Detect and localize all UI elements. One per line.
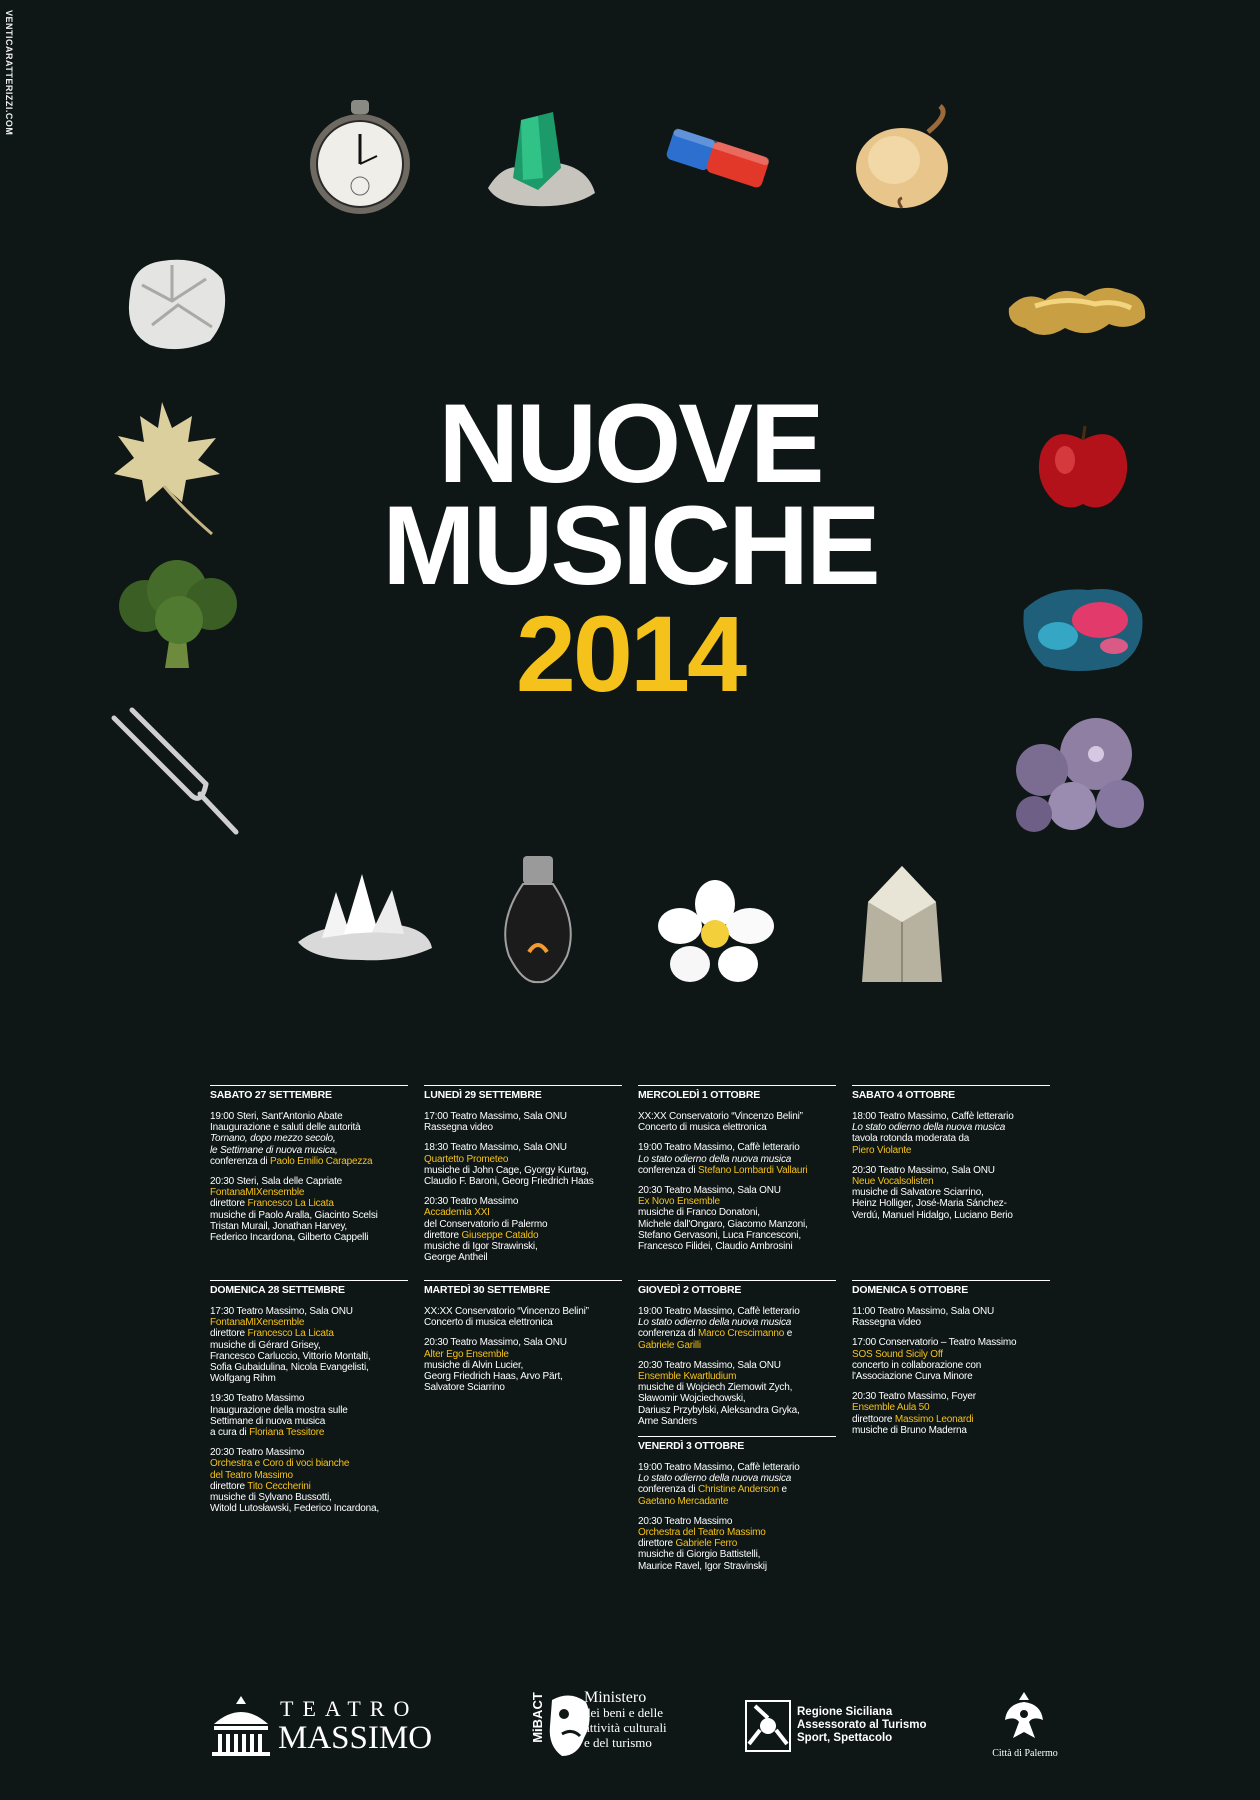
event-time-place: 20:30 Teatro Massimo (424, 1196, 519, 1208)
performer-name: Quartetto Prometeo (424, 1153, 509, 1165)
event-time-place: 20:30 Teatro Massimo (638, 1515, 733, 1527)
event-text: conferenza di (638, 1164, 699, 1176)
event-line: tavola rotonda moderata da (852, 1133, 970, 1145)
performer-name: Gabriele Garilli (638, 1339, 701, 1351)
event-line: Salvatore Sciarrino (424, 1382, 505, 1394)
schedule-column-2 (424, 1085, 622, 1272)
event-line: Lo stato odierno della nuova musica (638, 1317, 792, 1329)
event-line: George Antheil (424, 1252, 488, 1264)
performer-name: Orchestra del Teatro Massimo (638, 1527, 766, 1539)
ministero-line: e del turismo (584, 1735, 652, 1750)
event-line: Georg Friedrich Haas, Arvo Pärt, (424, 1371, 563, 1383)
schedule-column-2b (424, 1280, 622, 1402)
mushrooms-image (1008, 710, 1148, 835)
day-block-gio2 (638, 1280, 836, 1427)
event-line: Francesco Carluccio, Vittorio Montalti, (210, 1350, 371, 1362)
event-time-place: 20:30 Teatro Massimo, Sala ONU (638, 1359, 781, 1371)
event (424, 1196, 622, 1263)
performer-name: Piero Violante (852, 1144, 912, 1156)
event-text: e (784, 1328, 793, 1340)
event-line (210, 1198, 408, 1209)
regione-line: Sport, Spettacolo (797, 1732, 893, 1744)
performer-name: Orchestra e Coro di voci bianche (210, 1458, 350, 1470)
event-time-place: XX:XX Conservatorio “Vincenzo Belini” (638, 1111, 803, 1122)
schedule-column-3b (638, 1280, 836, 1581)
event-text: direttore (210, 1198, 248, 1210)
emerald-image (483, 108, 598, 208)
event-text: direttore (638, 1538, 676, 1550)
event-line: musiche di Gérard Grisey, (210, 1339, 321, 1351)
event-line: musiche di Igor Strawinski, (424, 1241, 538, 1253)
ministero-line: dei beni e delle (584, 1705, 664, 1720)
event (424, 1111, 622, 1133)
event-time-place: 20:30 Teatro Massimo (210, 1447, 305, 1459)
event-time-place: XX:XX Conservatorio “Vincenzo Belini” (424, 1306, 589, 1317)
day-block-mar30 (424, 1280, 622, 1393)
event-line: musiche di Paolo Aralla, Giacinto Scelsi (210, 1209, 378, 1221)
mibact-acronym: MiBACT (529, 1692, 545, 1743)
event-time-place: 17:30 Teatro Massimo, Sala ONU (210, 1306, 353, 1317)
teatro-wordmark: TEATRO (280, 1696, 419, 1721)
performer-name: Stefano Lombardi Vallauri (698, 1164, 808, 1176)
performer-name: Alter Ego Ensemble (424, 1348, 509, 1360)
quartz-crystal-image (852, 862, 952, 992)
pocket-watch-image (305, 98, 415, 218)
event-time-place: 18:30 Teatro Massimo, Sala ONU (424, 1142, 567, 1154)
event (638, 1306, 836, 1351)
event-line: musiche di John Cage, Gyorgy Kurtag, (424, 1164, 589, 1176)
day-title: LUNEDÌ 29 SETTEMBRE (424, 1089, 542, 1101)
event-line: l'Associazione Curva Minore (852, 1371, 973, 1383)
day-block-sab27 (210, 1085, 408, 1243)
event-line: musiche di Alvin Lucier, (424, 1359, 524, 1371)
title-line-musiche: MUSICHE (382, 483, 878, 608)
event-line: Witold Lutosławski, Federico Incardona, (210, 1503, 379, 1515)
performer-name: SOS Sound Sicily Off (852, 1348, 943, 1360)
event-line (210, 1481, 408, 1492)
event-time-place: 11:00 Teatro Massimo, Sala ONU (852, 1306, 995, 1317)
quartz-cluster-image (292, 868, 437, 963)
event-time-place: 19:00 Teatro Massimo, Caffè letterario (638, 1142, 800, 1154)
event-line: Arne Sanders (638, 1415, 697, 1427)
event-text: conferenza di (638, 1328, 699, 1340)
day-title: MARTEDÌ 30 SETTEMBRE (424, 1284, 551, 1296)
regione-text (797, 1706, 927, 1745)
event (638, 1516, 836, 1572)
title-line-year: 2014 (515, 593, 745, 714)
event (638, 1462, 836, 1507)
teatro-massimo-logo (210, 1690, 475, 1760)
event-line (210, 1156, 408, 1167)
eraser-image (660, 120, 775, 195)
event-line: musiche di Salvatore Sciarrino, (852, 1187, 984, 1199)
performer-name: Accademia XXI (424, 1207, 490, 1219)
event-line (852, 1414, 1050, 1425)
day-title: VENERDÌ 3 OTTOBRE (638, 1440, 745, 1453)
event-line: Tornano, dopo mezzo secolo, (210, 1133, 336, 1145)
event-text: a cura di (210, 1427, 250, 1439)
event (424, 1142, 622, 1187)
performer-name: Gabriele Ferro (675, 1538, 738, 1550)
ministero-text (584, 1690, 667, 1750)
performer-name: Francesco La Licata (247, 1198, 334, 1210)
day-block-dom28 (210, 1280, 408, 1514)
event (210, 1111, 408, 1167)
event (638, 1142, 836, 1176)
event-text: direttore (210, 1328, 248, 1340)
event-line: Sofia Gubaidulina, Nicola Evangelisti, (210, 1362, 369, 1374)
event (852, 1337, 1050, 1382)
day-title: MERCOLEDÌ 1 OTTOBRE (638, 1089, 761, 1101)
event-time-place: 20:30 Teatro Massimo, Sala ONU (852, 1164, 995, 1176)
event-text: conferenza di (638, 1484, 699, 1496)
day-title: SABATO 27 SETTEMBRE (210, 1089, 332, 1101)
performer-name: Gaetano Mercadante (638, 1495, 729, 1507)
event (852, 1306, 1050, 1328)
light-bulb-image (493, 852, 583, 987)
event-line: Heinz Holliger, José-Maria Sánchez- (852, 1198, 1007, 1210)
event-line: del Conservatorio di Palermo (424, 1218, 548, 1230)
performer-name: Massimo Leonardi (894, 1413, 974, 1425)
event-line (638, 1328, 836, 1339)
designer-credit: VENTICARATTERIZZI.COM (4, 10, 14, 136)
event-line: Claudio F. Baroni, Georg Friedrich Haas (424, 1176, 594, 1188)
ministero-line: attività culturali (584, 1720, 667, 1735)
event-line: Stefano Gervasoni, Luca Francesconi, (638, 1229, 801, 1241)
event-time-place: 20:30 Steri, Sala delle Capriate (210, 1176, 343, 1188)
event-line: Inaugurazione della mostra sulle (210, 1404, 348, 1416)
event-text: e (778, 1484, 787, 1496)
event (424, 1337, 622, 1393)
event-line: le Settimane di nuova musica, (210, 1144, 338, 1156)
event-text: direttoore (852, 1413, 895, 1425)
event (424, 1306, 622, 1328)
schedule-column-3 (638, 1085, 836, 1261)
event-time-place: 20:30 Teatro Massimo, Sala ONU (424, 1337, 567, 1349)
performer-name: Ex Novo Ensemble (638, 1196, 720, 1208)
performer-name: FontanaMIXensemble (210, 1317, 305, 1329)
day-title: DOMENICA 5 OTTOBRE (852, 1284, 968, 1296)
event-line: Michele dall'Ongaro, Giacomo Manzoni, (638, 1218, 808, 1230)
event-line: Federico Incardona, Gilberto Cappelli (210, 1232, 369, 1244)
day-block-dom5 (852, 1280, 1050, 1436)
crumpled-paper-image (122, 255, 232, 355)
ministero-line: Ministero (584, 1689, 647, 1706)
event-time-place: 18:00 Teatro Massimo, Caffè letterario (852, 1111, 1014, 1122)
event-line: musiche di Bruno Maderna (852, 1424, 967, 1436)
regione-line: Regione Siciliana (797, 1706, 893, 1718)
event-time-place: 17:00 Conservatorio – Teatro Massimo (852, 1337, 1017, 1349)
event-line (210, 1427, 408, 1438)
performer-name: Ensemble Aula 50 (852, 1402, 930, 1414)
onion-image (850, 102, 962, 212)
event (852, 1391, 1050, 1436)
performer-name: Ensemble Kwartludium (638, 1371, 737, 1383)
event-line: concerto in collaborazione con (852, 1359, 982, 1371)
schedule-column-1 (210, 1085, 408, 1252)
day-block-sab4 (852, 1085, 1050, 1221)
event (852, 1111, 1050, 1156)
event-line: Lo stato odierno della nuova musica (638, 1473, 792, 1485)
event-line: Rassegna video (424, 1122, 493, 1134)
performer-name: del Teatro Massimo (210, 1469, 293, 1481)
trinacria-icon (745, 1700, 791, 1752)
event-line: Sławomir Wojciechowski, (638, 1393, 746, 1405)
event-line: musiche di Sylvano Bussotti, (210, 1492, 332, 1504)
event (210, 1447, 408, 1514)
performer-name: Neue Vocalsolisten (852, 1176, 934, 1188)
event-line: Francesco Filidei, Claudio Ambrosini (638, 1241, 793, 1253)
event-text: direttore (424, 1229, 462, 1241)
event-line: Concerto di musica elettronica (424, 1317, 553, 1329)
event-line: Lo stato odierno della nuova musica (638, 1153, 792, 1165)
event (210, 1393, 408, 1438)
tuning-fork-image (108, 710, 243, 840)
event-line: Maurice Ravel, Igor Stravinskij (638, 1560, 767, 1572)
event-line: Inaugurazione e saluti delle autorità (210, 1122, 361, 1134)
event-time-place: 20:30 Teatro Massimo, Sala ONU (638, 1185, 781, 1197)
regione-siciliana-logo (745, 1700, 945, 1760)
event (638, 1185, 836, 1252)
day-block-mer1 (638, 1085, 836, 1252)
mibact-logo (520, 1680, 710, 1770)
day-title: GIOVEDÌ 2 OTTOBRE (638, 1284, 742, 1296)
event-time-place: 20:30 Teatro Massimo, Foyer (852, 1391, 976, 1403)
event-time-place: 19:00 Teatro Massimo, Caffè letterario (638, 1306, 800, 1317)
event (638, 1360, 836, 1427)
event-line: Wolfgang Rihm (210, 1373, 276, 1385)
event-time-place: 19:00 Teatro Massimo, Caffè letterario (638, 1462, 800, 1474)
event-text: direttore (210, 1480, 248, 1492)
event-line: musiche di Giorgio Battistelli, (638, 1549, 761, 1561)
day-title: DOMENICA 28 SETTEMBRE (210, 1284, 345, 1296)
event-line: musiche di Wojciech Ziemowit Zych, (638, 1382, 793, 1394)
citta-di-palermo-logo (985, 1690, 1065, 1770)
event-line: musiche di Franco Donatoni, (638, 1207, 760, 1219)
teatro-massimo-building-icon (210, 1694, 272, 1758)
performer-name: Tito Ceccherini (247, 1480, 311, 1492)
event-line (638, 1538, 836, 1549)
performer-name: Giuseppe Cataldo (461, 1229, 539, 1241)
event-line: Tristan Murail, Jonathan Harvey, (210, 1220, 347, 1232)
event (852, 1165, 1050, 1221)
performer-name: Floriana Tessitore (249, 1427, 325, 1439)
event-line: Concerto di musica elettronica (638, 1122, 767, 1134)
event-line: Lo stato odierno della nuova musica (852, 1122, 1006, 1134)
schedule-column-1b (210, 1280, 408, 1523)
gold-nugget-image (1005, 278, 1150, 348)
day-block-ven3 (638, 1436, 836, 1572)
performer-name: Paolo Emilio Carapezza (270, 1155, 373, 1167)
frangipani-flower-image (660, 880, 770, 985)
regione-line: Assessorato al Turismo (797, 1719, 927, 1731)
title-line-nuove: NUOVE (438, 381, 822, 506)
palermo-eagle-crest-icon (1003, 1690, 1045, 1744)
event-line (638, 1165, 836, 1176)
schedule-column-4b (852, 1280, 1050, 1445)
event-line: Settimane di nuova musica (210, 1415, 326, 1427)
day-block-lun29 (424, 1085, 622, 1263)
event-line: Verdú, Manuel Hidalgo, Luciano Berio (852, 1209, 1013, 1221)
performer-name: FontanaMIXensemble (210, 1187, 305, 1199)
event-line (210, 1328, 408, 1339)
event (638, 1111, 836, 1133)
day-title: SABATO 4 OTTOBRE (852, 1089, 955, 1101)
performer-name: Christine Anderson (698, 1484, 779, 1496)
citta-di-palermo-label: Città di Palermo (992, 1748, 1058, 1759)
event-line: Dariusz Przybylski, Aleksandra Gryka, (638, 1404, 800, 1416)
event (210, 1306, 408, 1384)
event (210, 1176, 408, 1243)
event-time-place: 19:00 Steri, Sant'Antonio Abate (210, 1111, 343, 1122)
massimo-wordmark: MASSIMO (278, 1720, 433, 1756)
event-line: Rassegna video (852, 1317, 921, 1329)
schedule-column-4 (852, 1085, 1050, 1230)
event-text: conferenza di (210, 1155, 271, 1167)
performer-name: Marco Crescimanno (698, 1328, 785, 1340)
event-time-place: 19:30 Teatro Massimo (210, 1393, 305, 1405)
event-line (424, 1230, 622, 1241)
performer-name: Francesco La Licata (247, 1328, 334, 1340)
event-time-place: 17:00 Teatro Massimo, Sala ONU (424, 1111, 567, 1122)
event-line (638, 1484, 836, 1495)
